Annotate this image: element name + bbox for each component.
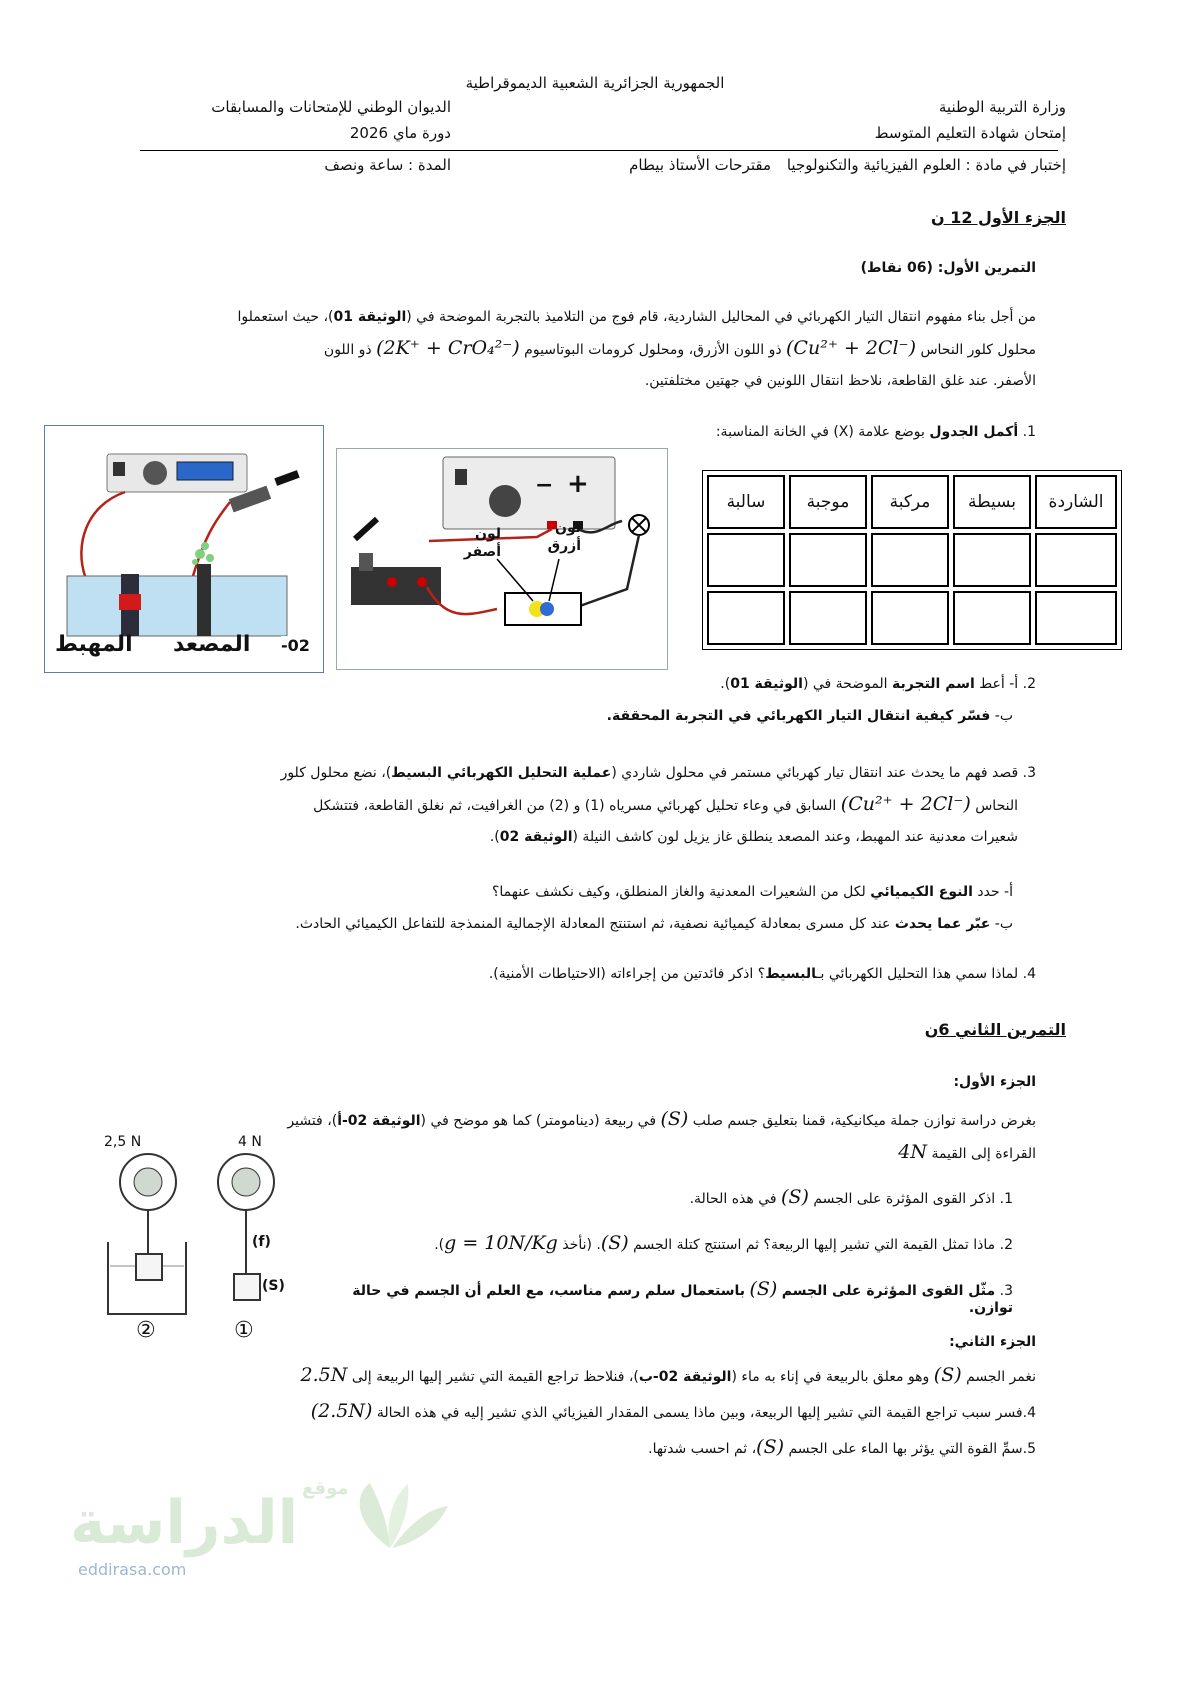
table-header-cell: بسيطة [953, 475, 1031, 529]
ex2-p1: بغرض دراسة توازن جملة ميكانيكية، قمنا بتعليق جسم صلب (S) في ربيعة (دينامومتر) كما هو موضح في (الوثيقة 02-أ)، فتشير القراءة إلى القيمة 4N [287, 1108, 1036, 1163]
part1-title: الجزء الأول 12 ن [930, 208, 1066, 227]
table-cell[interactable] [789, 533, 867, 587]
header-subject: إختبار في مادة : العلوم الفيزيائية والتكنولوجيا [786, 156, 1066, 174]
value-2-5N: 2.5N [300, 1364, 348, 1386]
ex1-q3a: أ- حدد النوع الكيميائي لكل من الشعيرات المعدنية والغاز المنطلق، وكيف نكشف عنهما؟ [491, 884, 1013, 900]
header-office: الديوان الوطني للإمتحانات والمسابقات [211, 98, 451, 116]
ex1-title: التمرين الأول: (06 نقاط) [860, 260, 1036, 276]
table-cell[interactable] [871, 533, 949, 587]
figure-tag: -02 [281, 636, 310, 655]
label-minus: − [535, 473, 554, 498]
table-cell[interactable] [1035, 591, 1117, 645]
ex1-q1: 1. أكمل الجدول بوضع علامة (X) في الخانة المناسبة: [715, 424, 1036, 440]
table-cell[interactable] [953, 533, 1031, 587]
label-anode: المصعد [173, 632, 251, 657]
figure-number-1: ① [234, 1318, 254, 1343]
table-cell[interactable] [707, 533, 785, 587]
figure-number-2: ② [136, 1318, 156, 1343]
header-republic: الجمهورية الجزائرية الشعبية الديموقراطية [465, 74, 725, 92]
ex2-q5: 5.سمِّ القوة التي يؤثر بها الماء على الجسم (S)، ثم احسب شدتها. [648, 1436, 1036, 1458]
ex2-sub1: الجزء الأول: [953, 1074, 1036, 1090]
ex1-q3: 3. قصد فهم ما يحدث عند انتقال تيار كهربائي مستمر في محلول شاردي (عملية التحليل الكهربائي البسيط)، نضع محلول كلور النحاس (Cu²⁺ + 2Cl⁻) السابق في وعاء تحليل كهربائي مسرياه (1) و (2) من الغرافيت، ثم نغلق القاطعة، فتتشكل شعيرات معدنية عند المهبط، وعند المصعد ينطلق غاز يزيل لون كاشف النيلة (الوثيقة 02). [280, 765, 1036, 845]
header-session: دورة ماي 2026 [349, 124, 451, 142]
table-header-cell: الشاردة [1035, 475, 1117, 529]
table-cell[interactable] [1035, 533, 1117, 587]
table-header-cell: مركبة [871, 475, 949, 529]
ex2-q3: 3. مثّل القوى المؤثرة على الجسم (S) باستعمال سلم رسم مناسب، مع العلم أن الجسم في حالة توازن. [352, 1278, 1013, 1316]
table-header-row [707, 475, 1117, 529]
table-cell[interactable] [953, 591, 1031, 645]
header-ministry: وزارة التربية الوطنية [938, 98, 1066, 116]
watermark-small: موقع [302, 1478, 349, 1499]
ex2-sub2: الجزء الثاني: [949, 1334, 1036, 1350]
ex2-title: التمرين الثاني 6ن [924, 1020, 1066, 1039]
label-plus: + [567, 469, 589, 499]
header-exam: إمتحان شهادة التعليم المتوسط [874, 124, 1066, 142]
table-header-cell: موجبة [789, 475, 867, 529]
ions-table [702, 470, 1122, 650]
ex1-q2b: ب- فسّر كيفية انتقال التيار الكهربائي في التجربة المحققة. [606, 708, 1013, 724]
ex2-p2: نغمر الجسم (S) وهو معلق بالربيعة في إناء به ماء (الوثيقة 02-ب)، فنلاحظ تراجع القيمة التي تشير إليها الربيعة إلى 2.5N [300, 1364, 1036, 1386]
eq-potassium-chromate: (2K⁺ + CrO₄²⁻) [376, 337, 520, 359]
table-cell[interactable] [789, 591, 867, 645]
reading-4N: 4 N [238, 1134, 262, 1150]
ex1-q2a: 2. أ- أعط اسم التجربة الموضحة في (الوثيقة 01). [720, 676, 1036, 692]
table-row [707, 591, 1117, 645]
ex1-intro: من أجل بناء مفهوم انتقال التيار الكهربائي في المحاليل الشاردية، قام فوج من التلاميذ بالتجربة الموضحة في (الوثيقة 01)، حيث استعملوا محلول كلور النحاس (Cu²⁺ + 2Cl⁻) ذو اللون الأزرق، ومحلول كرومات البوتاسيوم (2K⁺ + CrO₄²⁻) ذو اللون الأصفر. عند غلق القاطعة، نلاحظ انتقال اللونين في جهتين مختلفتين. [237, 309, 1036, 389]
table-row [707, 533, 1117, 587]
table-cell[interactable] [707, 591, 785, 645]
table-header-cell: سالبة [707, 475, 785, 529]
ex2-q4: 4.فسر سبب تراجع القيمة التي تشير إليها الربيعة، وبين ماذا يسمى المقدار الفيزيائي الذي تشير إليه في هذه الحالة (2.5N) [310, 1400, 1036, 1422]
value-4N: 4N [898, 1141, 927, 1163]
ions-table-wrap [702, 470, 1122, 650]
table-cell[interactable] [871, 591, 949, 645]
label-yellow-color: لون أصفر [463, 526, 501, 560]
header-rule [140, 150, 1058, 151]
ex2-q2: 2. ماذا تمثل القيمة التي تشير إليها الربيعة؟ ثم استنتج كتلة الجسم (S). (نأخذ g = 10N/Kg). [434, 1232, 1013, 1254]
header-author: مقترحات الأستاذ بيطام [629, 156, 771, 174]
gravity-value: g = 10N/Kg [444, 1232, 558, 1254]
ex1-q3b: ب- عبّر عما يحدث عند كل مسرى بمعادلة كيميائية نصفية، ثم استنتج المعادلة الإجمالية المنمذجة للتفاعل الكيميائي الحادث. [295, 916, 1013, 932]
label-body-S: (S) [262, 1278, 285, 1294]
watermark-url: eddirasa.com [78, 1560, 187, 1579]
watermark-logo [70, 1478, 430, 1578]
ex2-q1: 1. اذكر القوى المؤثرة على الجسم (S) في هذه الحالة. [689, 1186, 1013, 1208]
eq-copper-chloride: (Cu²⁺ + 2Cl⁻) [786, 337, 916, 359]
label-force-f: (f) [252, 1234, 271, 1250]
figure-ion-migration [336, 448, 668, 670]
ion-migration-illustration [337, 449, 667, 669]
reading-2-5N: 2,5 N [104, 1134, 142, 1150]
watermark-big: الدراسة [70, 1488, 299, 1558]
label-blue-color: لون أزرق [547, 520, 581, 554]
ex1-q4: 4. لماذا سمي هذا التحليل الكهربائي بـالبسيط؟ اذكر فائدتين من إجراءاته (الاحتياطات الأمنية). [488, 966, 1036, 982]
eq-copper-chloride-2: (Cu²⁺ + 2Cl⁻) [840, 793, 971, 815]
header-duration: المدة : ساعة ونصف [324, 156, 451, 174]
label-cathode: المهبط [55, 632, 133, 657]
figure-dynamometers [98, 1134, 298, 1349]
figure-electrolysis [44, 425, 324, 673]
